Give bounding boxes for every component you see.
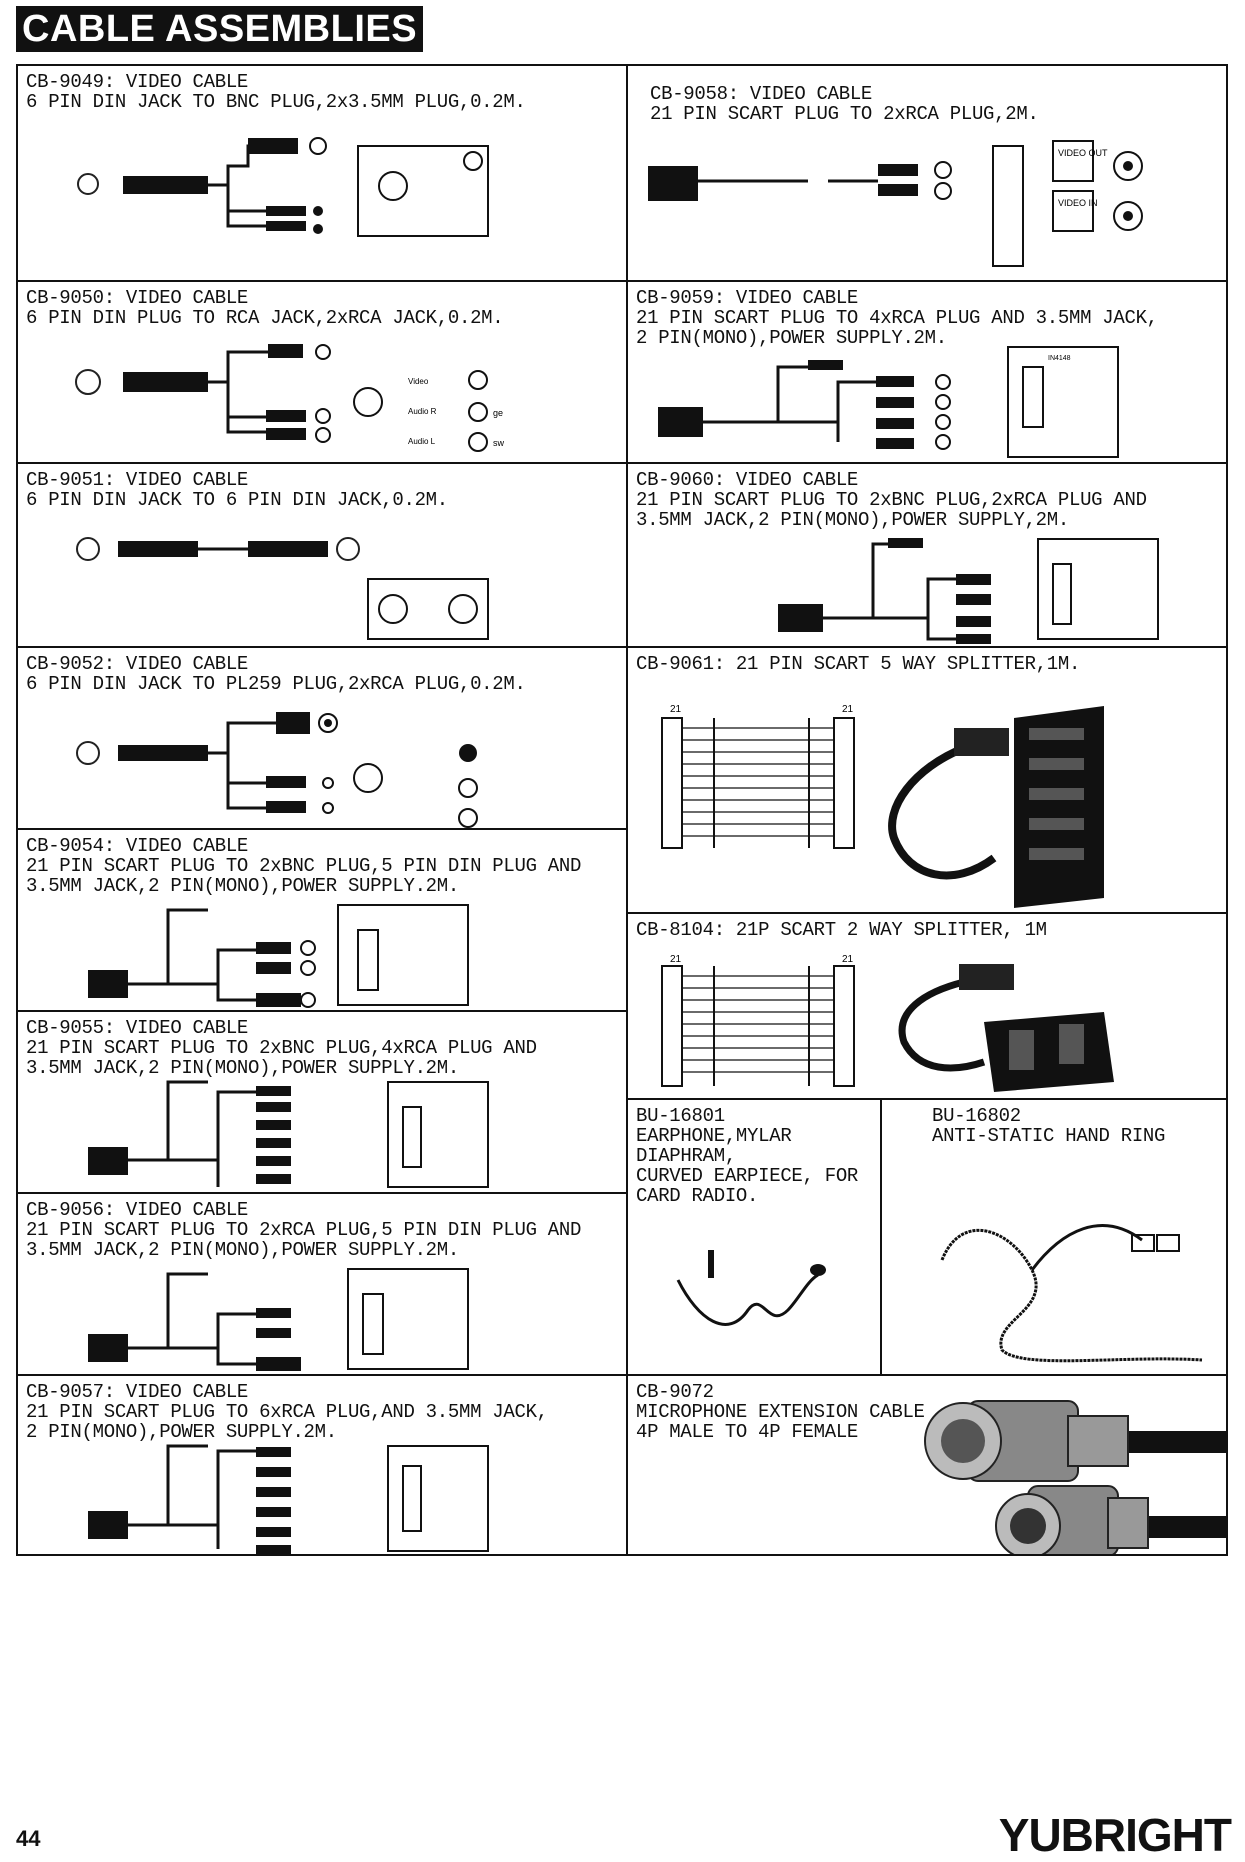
brand-logo: YUBRIGHT: [998, 1809, 1231, 1861]
diagram-label-video-in: VIDEO IN: [1058, 198, 1098, 208]
cable-illustration: [68, 1254, 608, 1374]
microphone-connector-illustration: [918, 1386, 1228, 1556]
product-code: BU-16801: [636, 1105, 725, 1127]
diagram-label-audio-r: Audio R: [408, 407, 437, 416]
product-description: 6 PIN DIN JACK TO PL259 PLUG,2xRCA PLUG,0.2M.: [26, 673, 526, 695]
product-code: CB-9054: VIDEO CABLE: [26, 835, 249, 857]
product-cell-cb9052: [16, 646, 628, 830]
product-description: 21 PIN SCART PLUG TO 2xRCA PLUG,2M.: [650, 103, 1039, 125]
product-description: 21 PIN SCART PLUG TO 2xBNC PLUG,4xRCA PLUG AND 3.5MM JACK,2 PIN(MONO),POWER SUPPLY.2M.: [26, 1037, 537, 1079]
product-cell-bu16802: [880, 1098, 1228, 1376]
product-cell-cb9055: [16, 1010, 628, 1194]
product-code: BU-16802: [932, 1105, 1021, 1127]
diagram-label-diode: IN4148: [1048, 355, 1071, 362]
product-code: CB-9059: VIDEO CABLE: [636, 287, 859, 309]
product-code: CB-9058: VIDEO CABLE: [650, 83, 873, 105]
splitter-illustration: [634, 698, 1224, 908]
pin-label: 21: [670, 704, 682, 715]
product-description: 6 PIN DIN JACK TO 6 PIN DIN JACK,0.2M.: [26, 489, 448, 511]
product-cell-cb8104: [626, 912, 1228, 1100]
product-code: CB-9060: VIDEO CABLE: [636, 469, 859, 491]
product-cell-cb9051: [16, 462, 628, 648]
cable-illustration: [48, 126, 608, 276]
product-description: 21 PIN SCART PLUG TO 6xRCA PLUG,AND 3.5MM JACK, 2 PIN(MONO),POWER SUPPLY.2M.: [26, 1401, 548, 1443]
product-description: MICROPHONE EXTENSION CABLE 4P MALE TO 4P FEMALE: [636, 1401, 925, 1443]
product-cell-cb9054: [16, 828, 628, 1012]
earphone-illustration: [668, 1240, 838, 1350]
product-code: CB-9051: VIDEO CABLE: [26, 469, 249, 491]
product-description: 21 PIN SCART PLUG TO 2xBNC PLUG,2xRCA PLUG AND 3.5MM JACK,2 PIN(MONO),POWER SUPPLY,2M.: [636, 489, 1147, 531]
product-code: CB-9072: [636, 1381, 714, 1403]
product-grid: [16, 64, 1228, 1797]
cable-illustration: [68, 1072, 608, 1192]
cable-illustration: [48, 519, 608, 644]
product-cell-cb9059: [626, 280, 1228, 464]
cable-illustration: [768, 524, 1218, 644]
diagram-label-sw: sw: [493, 438, 504, 448]
cable-illustration: [48, 698, 608, 828]
diagram-label-ge: ge: [493, 408, 504, 418]
diagram-label-audio-l: Audio L: [408, 437, 436, 446]
cable-illustration: [48, 332, 608, 462]
product-description: 21 PIN SCART PLUG TO 2xBNC PLUG,5 PIN DIN PLUG AND 3.5MM JACK,2 PIN(MONO),POWER SUPPLY.2M.: [26, 855, 582, 897]
product-description: 6 PIN DIN PLUG TO RCA JACK,2xRCA JACK,0.2M.: [26, 307, 504, 329]
product-cell-cb9056: [16, 1192, 628, 1376]
product-cell-cb9060: [626, 462, 1228, 648]
product-description: 21 PIN SCART PLUG TO 4xRCA PLUG AND 3.5MM JACK, 2 PIN(MONO),POWER SUPPLY.2M.: [636, 307, 1158, 349]
splitter-illustration: [634, 952, 1224, 1097]
hand-ring-illustration: [902, 1190, 1222, 1370]
product-description: ANTI-STATIC HAND RING: [932, 1125, 1166, 1147]
pin-label: 21: [842, 704, 854, 715]
cable-illustration: [68, 1431, 608, 1556]
cable-illustration: [638, 136, 1218, 276]
product-code: CB-9055: VIDEO CABLE: [26, 1017, 249, 1039]
product-code: CB-9061: 21 PIN SCART 5 WAY SPLITTER,1M.: [636, 653, 1081, 675]
product-code: CB-9057: VIDEO CABLE: [26, 1381, 249, 1403]
cable-illustration: [68, 890, 608, 1010]
product-code: CB-9050: VIDEO CABLE: [26, 287, 249, 309]
product-code: CB-9056: VIDEO CABLE: [26, 1199, 249, 1221]
product-code: CB-9049: VIDEO CABLE: [26, 71, 249, 93]
pin-label: 21: [842, 954, 854, 965]
product-code: CB-9052: VIDEO CABLE: [26, 653, 249, 675]
product-cell-bu16801: [626, 1098, 882, 1376]
cable-illustration: [648, 342, 1218, 462]
product-description: 21 PIN SCART PLUG TO 2xRCA PLUG,5 PIN DIN PLUG AND 3.5MM JACK,2 PIN(MONO),POWER SUPPLY.2M.: [26, 1219, 582, 1261]
product-cell-cb9058: [626, 64, 1228, 282]
product-cell-cb9072: [626, 1374, 1228, 1556]
page-number: 44: [16, 1826, 41, 1851]
product-cell-cb9049: [16, 64, 628, 282]
product-cell-cb9057: [16, 1374, 628, 1556]
section-title: CABLE ASSEMBLIES: [16, 6, 423, 52]
pin-label: 21: [670, 954, 682, 965]
product-cell-cb9050: [16, 280, 628, 464]
product-cell-cb9061: [626, 646, 1228, 914]
product-code: CB-8104: 21P SCART 2 WAY SPLITTER, 1M: [636, 919, 1047, 941]
diagram-label-video-out: VIDEO OUT: [1058, 148, 1108, 158]
diagram-label-video: Video: [408, 377, 429, 386]
product-description: 6 PIN DIN JACK TO BNC PLUG,2x3.5MM PLUG,0.2M.: [26, 91, 526, 113]
product-description: EARPHONE,MYLAR DIAPHRAM, CURVED EARPIECE, FOR CARD RADIO.: [636, 1125, 859, 1207]
